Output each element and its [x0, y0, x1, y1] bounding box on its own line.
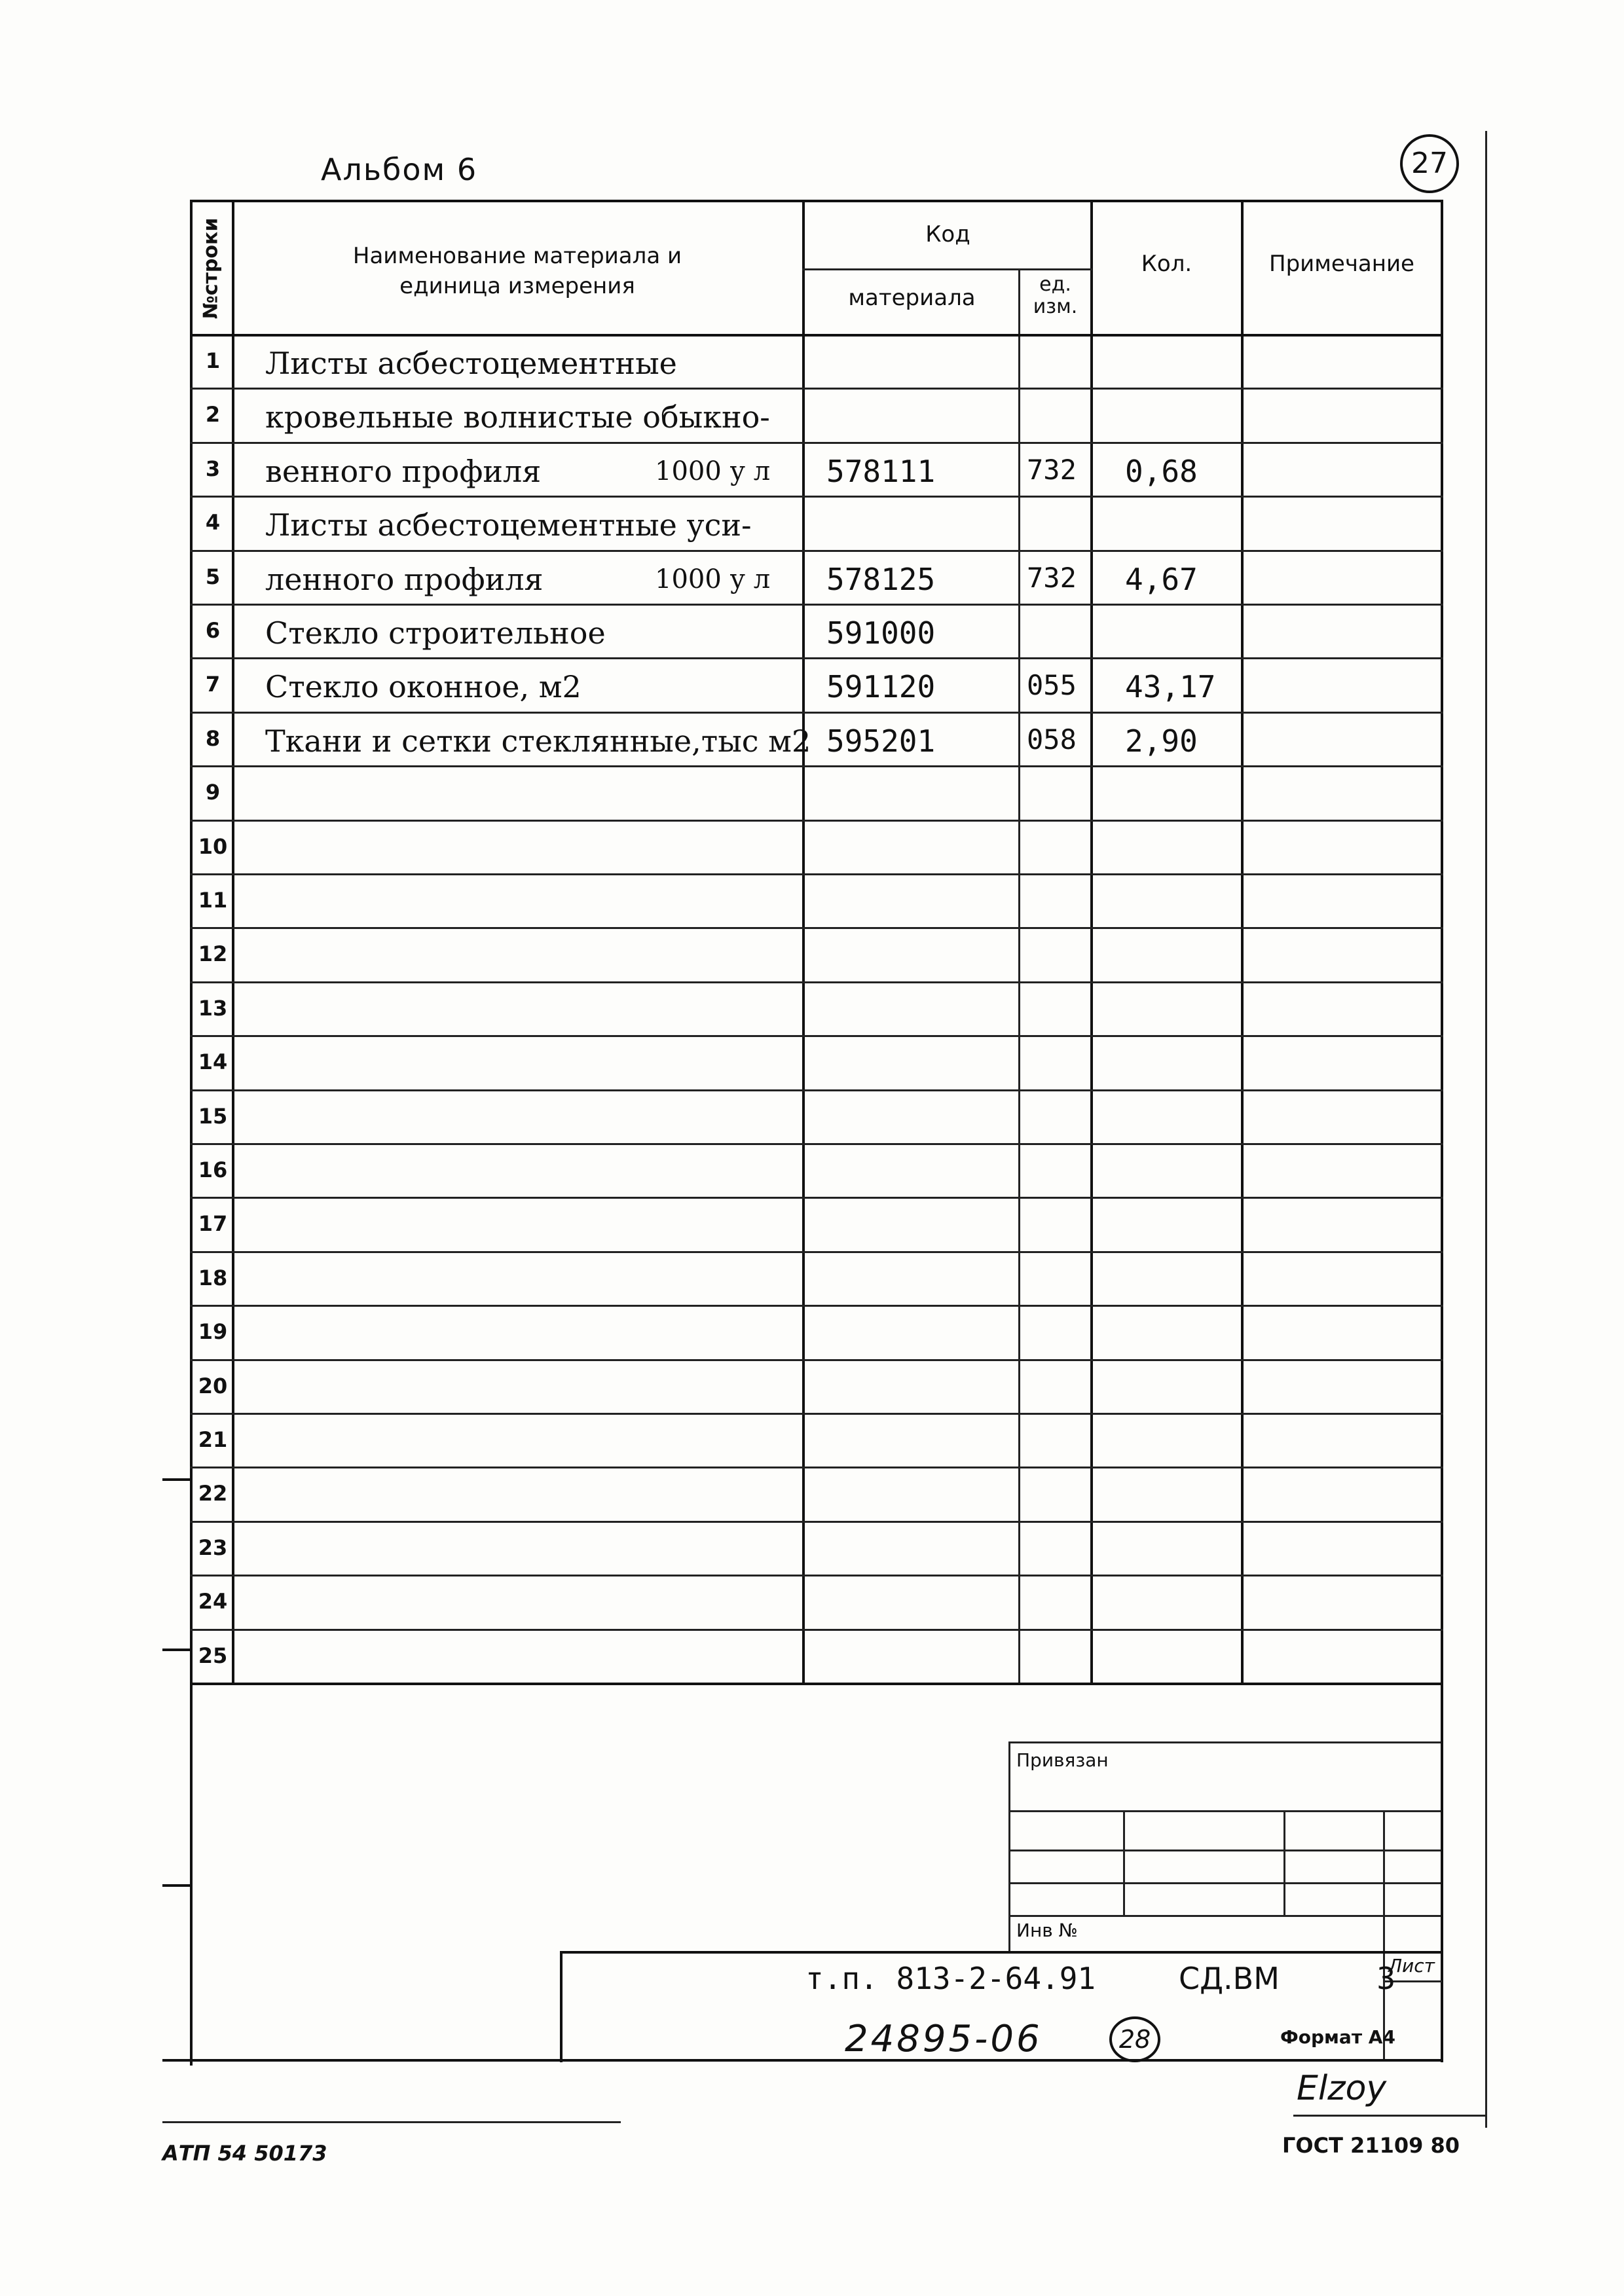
album-label: Альбом 6	[321, 152, 478, 187]
row-divider	[190, 1089, 1443, 1091]
row-number: 13	[198, 996, 228, 1021]
stamp-row-line	[1008, 1882, 1441, 1884]
code-header: Код	[925, 221, 970, 247]
material-name: венного профиля	[265, 454, 542, 489]
row-divider	[190, 927, 1443, 929]
unit-code: 732	[1027, 562, 1077, 594]
row-number: 21	[198, 1427, 228, 1452]
row-number: 1	[205, 348, 221, 373]
table-top-border	[190, 200, 1443, 202]
row-divider	[190, 1035, 1443, 1037]
material-name: Стекло оконное, м2	[265, 669, 581, 704]
material-code-header: материала	[848, 285, 976, 311]
handwritten-circled-number: 28	[1109, 2016, 1160, 2062]
material-uom: 1000 у л	[655, 456, 771, 486]
quantity: 0,68	[1125, 454, 1198, 489]
frame-right-border	[1441, 200, 1443, 2062]
stamp-row-line	[1008, 1810, 1441, 1812]
document-code: т.п. 813-2-64.91	[805, 1961, 1096, 1996]
stamp-row-line	[1008, 1915, 1441, 1917]
row-divider	[190, 1143, 1443, 1145]
document-type: СД.ВМ	[1179, 1961, 1280, 1996]
row-divider	[190, 1359, 1443, 1361]
qty-column-border	[1241, 200, 1244, 1683]
row-number: 12	[198, 941, 228, 966]
row-divider	[190, 657, 1443, 659]
signature-line	[1293, 2115, 1487, 2117]
row-divider	[190, 873, 1443, 875]
row-divider	[190, 388, 1443, 390]
margin-tick	[162, 1884, 193, 1887]
atp-code: АТП 54 50173	[162, 2141, 327, 2166]
row-number: 16	[198, 1157, 228, 1182]
row-divider	[190, 496, 1443, 498]
quantity: 4,67	[1125, 562, 1198, 597]
row-divider	[190, 1575, 1443, 1576]
unit-code-header: ед. изм.	[1033, 273, 1078, 318]
row-number: 14	[198, 1049, 228, 1074]
footer-left-line	[162, 2121, 621, 2123]
row-divider	[190, 981, 1443, 983]
stamp-column-line	[1283, 1810, 1285, 1915]
rownum-column-border	[232, 200, 234, 1683]
inventory-number-label: Инв №	[1016, 1920, 1078, 1941]
row-number: 10	[198, 834, 228, 859]
unit-code: 732	[1027, 454, 1077, 486]
row-divider	[190, 1305, 1443, 1307]
unit-code: 055	[1027, 669, 1077, 701]
row-divider	[190, 1629, 1443, 1631]
row-number: 23	[198, 1535, 228, 1560]
stamp-row-line	[1008, 1850, 1441, 1851]
code-subheader-divider	[802, 268, 1092, 270]
page-number-circle: 27	[1400, 134, 1459, 193]
material-code: 591000	[826, 615, 936, 651]
material-name: Ткани и сетки стеклянные,тыс м2	[265, 723, 811, 759]
row-number: 2	[205, 402, 221, 427]
quantity-header: Кол.	[1141, 251, 1192, 277]
stamp-column-line	[1383, 1810, 1385, 2059]
row-divider	[190, 712, 1443, 714]
sheet-number: 3	[1376, 1961, 1396, 1996]
row-number: 3	[205, 456, 221, 481]
row-divider	[190, 1251, 1443, 1253]
material-name: ленного профиля	[265, 562, 544, 597]
row-number: 24	[198, 1589, 228, 1614]
row-number: 22	[198, 1481, 228, 1506]
material-name: кровельные волнистые обыкно-	[265, 399, 770, 435]
material-name: Листы асбестоцементные	[265, 346, 677, 381]
stamp-left-line	[1008, 1741, 1010, 1951]
sheet-label: Лист	[1388, 1955, 1435, 1977]
row-number: 7	[205, 672, 221, 697]
row-divider	[190, 1521, 1443, 1523]
signature: Elzoy	[1297, 2069, 1387, 2108]
row-divider	[190, 1413, 1443, 1415]
row-divider	[190, 765, 1443, 767]
format-label: Формат А4	[1280, 2026, 1395, 2048]
name-column-border	[802, 200, 805, 1683]
material-column-border	[1018, 268, 1020, 1683]
code-column-border	[1090, 200, 1093, 1683]
quantity: 2,90	[1125, 723, 1198, 759]
row-number: 17	[198, 1211, 228, 1236]
row-divider	[190, 550, 1443, 552]
material-code: 578111	[826, 454, 936, 489]
row-number: 4	[205, 510, 221, 535]
row-number: 8	[205, 726, 221, 751]
row-number: 5	[205, 564, 221, 589]
row-number: 20	[198, 1374, 228, 1398]
material-name: Листы асбестоцементные уси-	[265, 507, 752, 543]
row-number: 9	[205, 780, 221, 805]
row-divider	[190, 1683, 1443, 1685]
page-bottom-line	[162, 2059, 1443, 2062]
frame-left-border	[190, 200, 193, 2066]
stamp-top-line	[1008, 1741, 1441, 1743]
material-code: 591120	[826, 669, 936, 704]
stamp-bound-label: Привязан	[1016, 1749, 1109, 1771]
material-code: 578125	[826, 562, 936, 597]
row-number: 11	[198, 888, 228, 913]
row-number: 18	[198, 1266, 228, 1290]
margin-tick	[162, 1478, 193, 1481]
title-block-top-line	[560, 1951, 1443, 1954]
header-bottom-border	[190, 334, 1443, 337]
material-name: Стекло строительное	[265, 615, 606, 651]
outer-right-border	[1485, 131, 1487, 2128]
unit-code: 058	[1027, 723, 1077, 756]
title-block-left-line	[560, 1951, 563, 2062]
note-header: Примечание	[1269, 251, 1414, 277]
name-header: Наименование материала и единица измерения	[352, 243, 682, 299]
handwritten-number: 24895-06	[845, 2018, 1043, 2060]
row-number: 15	[198, 1104, 228, 1129]
row-number-header: №строки	[199, 217, 223, 319]
row-divider	[190, 1467, 1443, 1468]
material-uom: 1000 у л	[655, 564, 771, 594]
row-number: 6	[205, 618, 221, 643]
material-code: 595201	[826, 723, 936, 759]
gost-reference: ГОСТ 21109 80	[1282, 2133, 1460, 2158]
row-number: 25	[198, 1643, 228, 1668]
row-divider	[190, 1197, 1443, 1199]
margin-tick	[162, 1649, 193, 1651]
quantity: 43,17	[1125, 669, 1216, 704]
row-divider	[190, 604, 1443, 606]
row-divider	[190, 820, 1443, 822]
row-divider	[190, 442, 1443, 444]
stamp-column-line	[1123, 1810, 1125, 1915]
row-number: 19	[198, 1319, 228, 1344]
